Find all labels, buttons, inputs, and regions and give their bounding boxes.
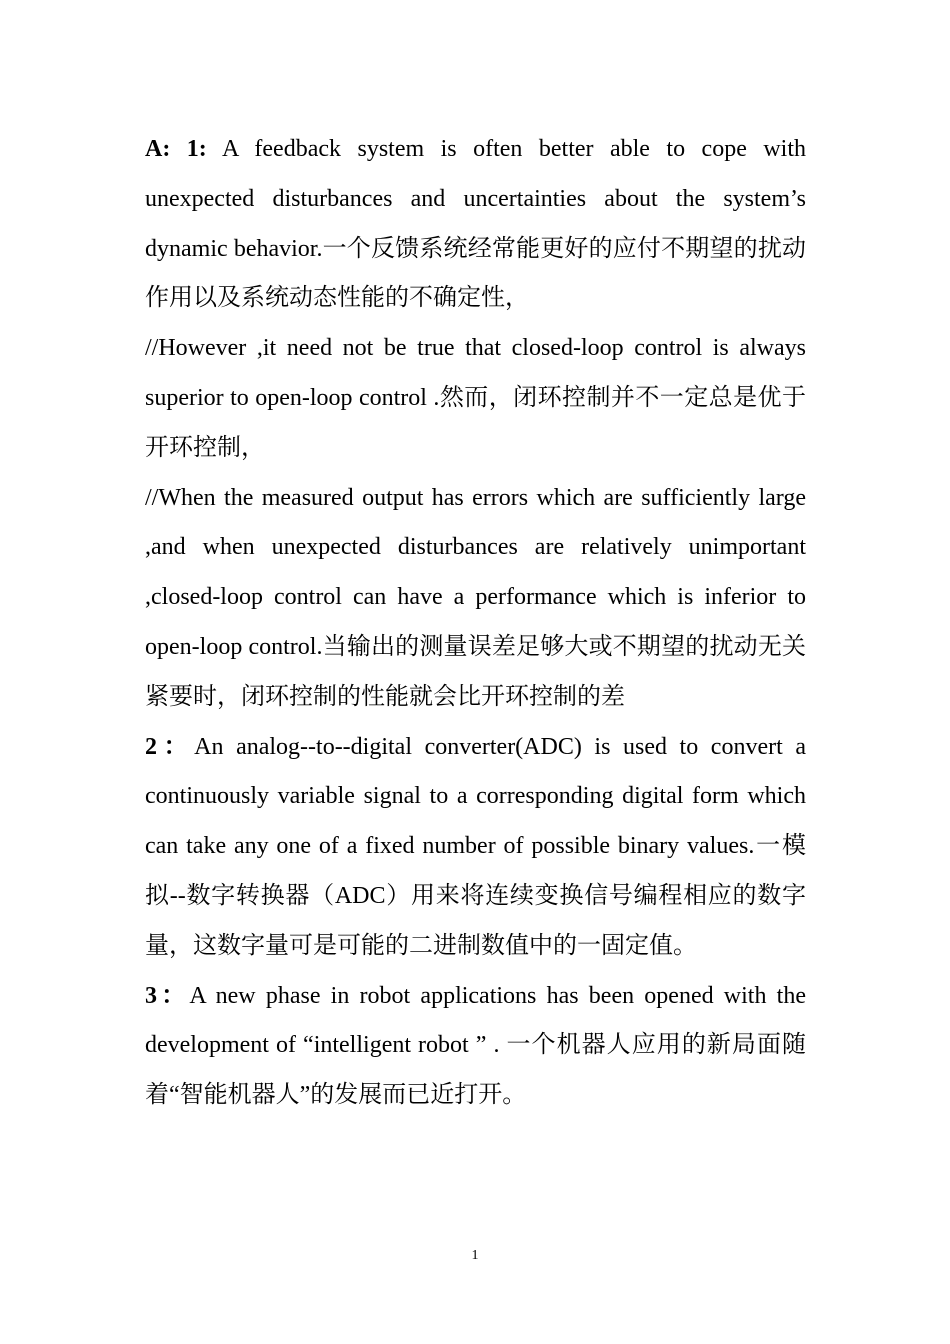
paragraph-text: A feedback system is often better able to cope with unexpected disturbances and uncertainties about the system’s dynamic behavior.一个反馈系统经常能更好的应付不期望的扰动作用以及系统动态性能的不确定性， [145, 136, 806, 312]
paragraph-when [145, 474, 806, 723]
paragraph-answer-2 [145, 723, 806, 972]
paragraph-text: //However ,it need not be true that closed-loop control is always superior to open-loop control .然而，闭环控制并不一定总是优于开环控制， [145, 335, 806, 461]
paragraph-answer-3 [145, 972, 806, 1121]
page-number: 1 [471, 1248, 479, 1263]
paragraph-text: A new phase in robot applications has been opened with the development of “intelligent robot ” . 一个机器人应用的新局面随着“智能机器人”的发展而已近打开。 [145, 982, 807, 1109]
paragraph-however [145, 324, 806, 473]
document-body [145, 125, 806, 1121]
paragraph-label: A: 1: [145, 136, 207, 162]
paragraph-text: //When the measured output has errors which are sufficiently large ,and when unexpected disturbances are relatively unimportant ,closed-loop control can have a performance which is inferior to open-loop control.当输出的测量误差足够大或不期望的扰动无关紧要时，闭环控制的性能就会比开环控制的差 [145, 484, 806, 710]
paragraph-answer-1 [145, 125, 806, 324]
paragraph-text: An analog--to--digital converter(ADC) is used to convert a continuously variable signal to a corresponding digital form which can take any one of a fixed number of possible binary values.一模拟--数字转换器（ADC）用来将连续变换信号编程相应的数字量，这数字量可是可能的二进制数值中的一固定值。 [145, 733, 806, 959]
paragraph-label: 2： [145, 733, 195, 760]
paragraph-label: 3： [145, 982, 190, 1009]
